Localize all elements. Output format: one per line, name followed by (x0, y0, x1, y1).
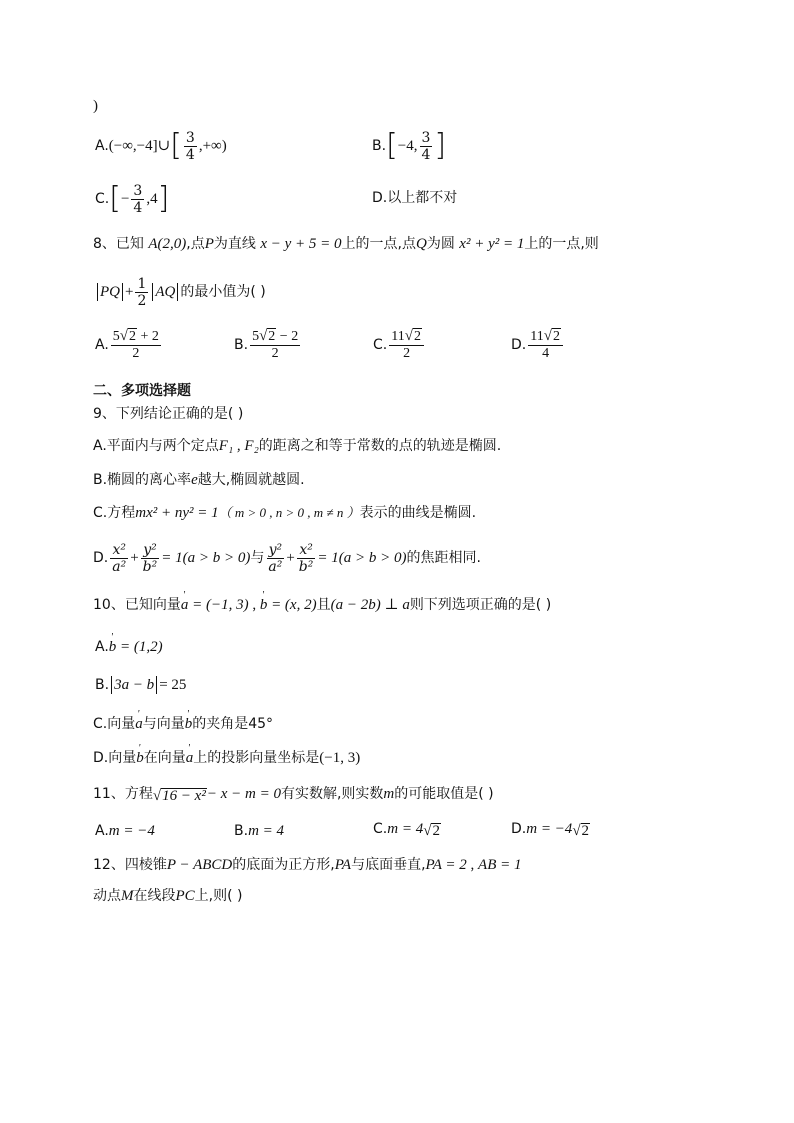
q8-half-num: 1 (137, 275, 147, 292)
q8-a-label: A. (95, 337, 109, 353)
q8-question-tail: 的最小值为( ) (180, 284, 266, 300)
q11-b-expr: m = 4 (248, 823, 285, 839)
q7-option-c (95, 183, 169, 215)
q8-half (135, 276, 148, 309)
q10-b-abs-close (156, 676, 157, 694)
q8-p1: 已知 (115, 236, 144, 252)
q11-sqrt-radicand: 16 − x² (162, 788, 206, 804)
q10-d-vec-a: ' a (186, 748, 194, 768)
q9-option-d (93, 538, 481, 578)
q10-option-c (93, 714, 273, 734)
q9-d-eq1-tail: = 1(a > b > 0) (161, 550, 251, 566)
q9-d-text2: 的焦距相同. (406, 550, 481, 566)
q12-stem-line2 (93, 886, 243, 906)
q8-p5: 为圆 (426, 236, 455, 252)
q11-d-expr: m = −4 (526, 821, 573, 837)
q8-b-coef: 5 (252, 329, 260, 344)
q9-d-plus-1: + (130, 550, 139, 566)
q11-a-label: A. (95, 823, 109, 839)
q8-a-addend: + 2 (137, 329, 159, 344)
q8-option-b (234, 325, 302, 365)
q7-d-label: D. (372, 190, 388, 206)
q12-l2b: 在线段 (133, 888, 176, 904)
q9-d-frac-y (141, 542, 160, 575)
q9-b-text2: 越大,椭圆就越圆. (197, 472, 305, 488)
q8-abs-open-1 (97, 283, 98, 301)
q10-p3: 则下列选项正确的是( ) (409, 597, 552, 613)
q9-d-frac-x (110, 542, 128, 575)
q11-d-radicand: 2 (581, 823, 590, 839)
q11-b-label: B. (234, 823, 249, 839)
q7-c-label: C. (95, 191, 110, 207)
q8-pq: PQ (100, 284, 120, 300)
q11-p2: 有实数解,则实数 (280, 786, 384, 802)
q9-d-fx-num: x² (112, 541, 126, 558)
q11-c-expr: m = 4 (387, 821, 424, 837)
q8-a-den: 2 (132, 346, 140, 361)
q12-sep: , (466, 857, 479, 873)
q8-c-coef: 11 (391, 329, 405, 344)
q9-d-label: D. (93, 550, 109, 566)
q12-l2a: 动点 (93, 888, 121, 904)
q11-c-radicand: 2 (432, 823, 440, 839)
q10-a-label: A. (95, 639, 109, 655)
q12-number: 12、 (93, 857, 125, 873)
q7-a-bracket: [ (170, 128, 182, 163)
q9-d-frac-x2 (297, 542, 316, 575)
q7-tail: ) (93, 98, 98, 114)
q7-a-num: 3 (185, 129, 195, 146)
q11-number: 11、 (93, 786, 125, 802)
q9-b-e: e (191, 472, 198, 488)
q8-d-radicand: 2 (552, 329, 560, 344)
q9-d-fy2-den: a² (268, 558, 283, 575)
q9-c-text2: 表示的曲线是椭圆. (359, 505, 477, 521)
q8-stem-line2 (95, 274, 266, 310)
q11-var-m: m (383, 786, 395, 802)
q8-c-radicand: 2 (413, 329, 421, 344)
q8-abs-open-2 (152, 283, 153, 301)
q7-c-end: ,4 (146, 191, 158, 207)
q9-d-fy-num: y² (143, 541, 157, 558)
q7-a-end: ,+∞) (198, 138, 227, 154)
q7-b-label: B. (372, 138, 387, 154)
q9-d-plus-2: + (286, 550, 295, 566)
section-heading-multiple-choice: 二、多项选择题 (93, 383, 191, 399)
q8-b-addend: − 2 (276, 329, 299, 344)
q11-option-c: C. m = 4 √ 2 (373, 821, 440, 839)
q8-p3: 为直线 (213, 236, 256, 252)
q7-stem-tail (93, 96, 98, 116)
q8-abs-close-2 (177, 283, 178, 301)
q7-b-fraction (420, 130, 433, 163)
q10-c-text3: 的夹角是45° (192, 716, 274, 732)
q8-circle-eq: x² + y² = 1 (459, 236, 525, 252)
q10-d-vec-b: ' b (136, 748, 144, 768)
q9-d-fx2-den: b² (298, 558, 314, 575)
q10-option-b (95, 675, 186, 695)
q7-b-num: 3 (421, 129, 431, 146)
q7-c-bracket-open: [ (109, 181, 121, 216)
q9-d-fy-den: b² (142, 558, 158, 575)
q12-pa-value: PA = 2 (425, 857, 467, 873)
q8-line-eq: x − y + 5 = 0 (260, 236, 342, 252)
q7-a-label: A. (95, 138, 109, 154)
q10-option-d (93, 748, 360, 768)
q7-option-d (372, 188, 457, 208)
q11-stem (93, 784, 494, 804)
q11-a-expr: m = −4 (108, 823, 155, 839)
q12-p2: 的底面为正方形, (232, 857, 335, 873)
q8-a-fraction: 5 √ 2 + 2 2 (112, 328, 159, 361)
q8-d-fraction: 11 √ 2 4 (528, 328, 563, 362)
q7-option-b (372, 130, 446, 162)
q8-option-c (373, 325, 426, 365)
q8-point-p: P (204, 236, 214, 252)
q8-p2: ,点 (186, 236, 205, 252)
q10-p1: 已知向量 (124, 597, 181, 613)
q9-c-equation: mx² + ny² = 1 (135, 505, 219, 521)
q8-d-den: 4 (542, 346, 550, 361)
q8-abs-close-1 (122, 283, 123, 301)
q9-option-a (93, 436, 501, 456)
q8-b-label: B. (234, 337, 249, 353)
q8-point-q: Q (416, 236, 427, 252)
q9-d-frac-y2 (266, 542, 284, 575)
q10-stem (93, 595, 551, 615)
q11-eq-tail: − x − m = 0 (206, 786, 281, 802)
q10-b-label: B. (95, 677, 110, 693)
q8-option-d (511, 325, 565, 365)
q8-number: 8、 (93, 236, 116, 252)
q9-d-fy2-num: y² (268, 541, 283, 558)
q12-pa: PA (334, 857, 352, 873)
q10-p2: 且 (316, 597, 331, 613)
q8-plus: + (125, 284, 134, 300)
q9-c-condition: （ m > 0 , n > 0 , m ≠ n ） (218, 505, 360, 520)
q10-number: 10、 (93, 597, 125, 613)
q9-d-fx-den: a² (112, 558, 127, 575)
q7-c-fraction (131, 183, 144, 216)
q11-option-a (95, 821, 155, 841)
q8-stem-line1 (93, 234, 599, 254)
q8-b-radicand: 2 (268, 329, 276, 344)
q11-c-label: C. (373, 821, 388, 837)
q10-vector-b: ' b = (x, 2) (260, 595, 317, 615)
q9-stem: 9、下列结论正确的是( ) (93, 406, 244, 422)
q10-d-text1: D.向量 (93, 750, 137, 766)
q7-c-minus: − (120, 191, 130, 207)
q9-b-text1: B.椭圆的离心率 (93, 472, 192, 488)
q8-option-a (95, 325, 163, 365)
q9-a-text2: 的距离之和等于常数的点的轨迹是椭圆. (258, 438, 502, 454)
q12-stem-line1 (93, 855, 522, 875)
q11-option-d: D. m = −4 √ 2 (511, 821, 590, 839)
q10-a-expr: ' b = (1,2) (109, 637, 163, 657)
q8-a-radicand: 2 (129, 329, 137, 344)
q11-d-label: D. (511, 821, 527, 837)
q10-option-a (95, 637, 163, 657)
q11-p3: 的可能取值是( ) (394, 786, 494, 802)
q9-d-mid: 与 (250, 550, 265, 566)
q8-b-den: 2 (271, 346, 279, 361)
q10-d-text3: 上的投影向量坐标是 (193, 750, 320, 766)
q12-p3: 与底面垂直, (351, 857, 426, 873)
q9-option-b (93, 470, 305, 490)
q7-d-text: 以上都不对 (387, 190, 458, 206)
q8-b-fraction: 5 √ 2 − 2 2 (252, 328, 299, 361)
q10-c-vec-b: ' b (185, 714, 193, 734)
q9-d-fx2-num: x² (299, 541, 313, 558)
q12-p1: 四棱锥 (124, 857, 167, 873)
q10-b-abs-open (111, 676, 112, 694)
q11-p1: 方程 (124, 786, 153, 802)
q8-aq: AQ (155, 284, 176, 300)
q12-ab-value: AB = 1 (478, 857, 522, 873)
q8-d-coef: 11 (530, 329, 544, 344)
q7-c-num: 3 (133, 182, 143, 199)
q10-b-value: = 25 (159, 677, 187, 693)
q10-sep: , (248, 597, 260, 613)
q11-option-b (234, 821, 284, 841)
q8-d-label: D. (511, 337, 527, 353)
q7-b-bracket-close: ] (434, 128, 447, 163)
q10-b-expr: 3a − b (114, 677, 155, 693)
q9-a-foci: F₁ , F₂ (218, 438, 259, 454)
q8-p6: 上的一点,则 (524, 236, 599, 252)
q7-b-den: 4 (421, 146, 431, 163)
q8-c-label: C. (373, 337, 388, 353)
q8-a-coef: 5 (112, 329, 120, 344)
q7-c-den: 4 (133, 199, 143, 216)
q12-pyramid: P − ABCD (166, 857, 233, 873)
q7-b-bracket-open: [ (386, 128, 398, 163)
q12-point-m: M (121, 888, 134, 904)
q8-c-den: 2 (403, 346, 411, 361)
q7-c-bracket-close: ] (157, 181, 170, 216)
q10-d-text2: 在向量 (143, 750, 186, 766)
q7-a-fraction (184, 130, 197, 163)
q8-c-fraction: 11 √ 2 2 (389, 328, 424, 362)
q10-vector-a: ' a = (−1, 3) (181, 595, 249, 615)
q11-sqrt: √ 16 − x² (152, 788, 206, 804)
q12-l2c: 上,则( ) (194, 888, 243, 904)
q9-a-text1: A.平面内与两个定点 (93, 438, 219, 454)
q7-a-den: 4 (185, 146, 195, 163)
q10-c-text1: C.向量 (93, 716, 136, 732)
q8-half-den: 2 (137, 292, 147, 309)
q8-point-a: A(2,0) (148, 236, 187, 252)
q10-c-vec-a: ' a (135, 714, 143, 734)
q10-c-text2: 与向量 (142, 716, 185, 732)
q9-option-c (93, 503, 476, 523)
q7-option-a (95, 130, 227, 162)
q8-p4: 上的一点,点 (341, 236, 416, 252)
q10-d-coords: (−1, 3) (319, 750, 361, 766)
q7-a-interval: (−∞,−4]∪ (108, 138, 171, 154)
q12-segment-pc: PC (175, 888, 195, 904)
q10-perp-condition: (a − 2b) ⊥ a (330, 597, 410, 613)
q9-d-eq2-tail: = 1(a > b > 0) (317, 550, 407, 566)
q7-b-text: −4, (397, 138, 418, 154)
q9-c-text1: C.方程 (93, 505, 136, 521)
